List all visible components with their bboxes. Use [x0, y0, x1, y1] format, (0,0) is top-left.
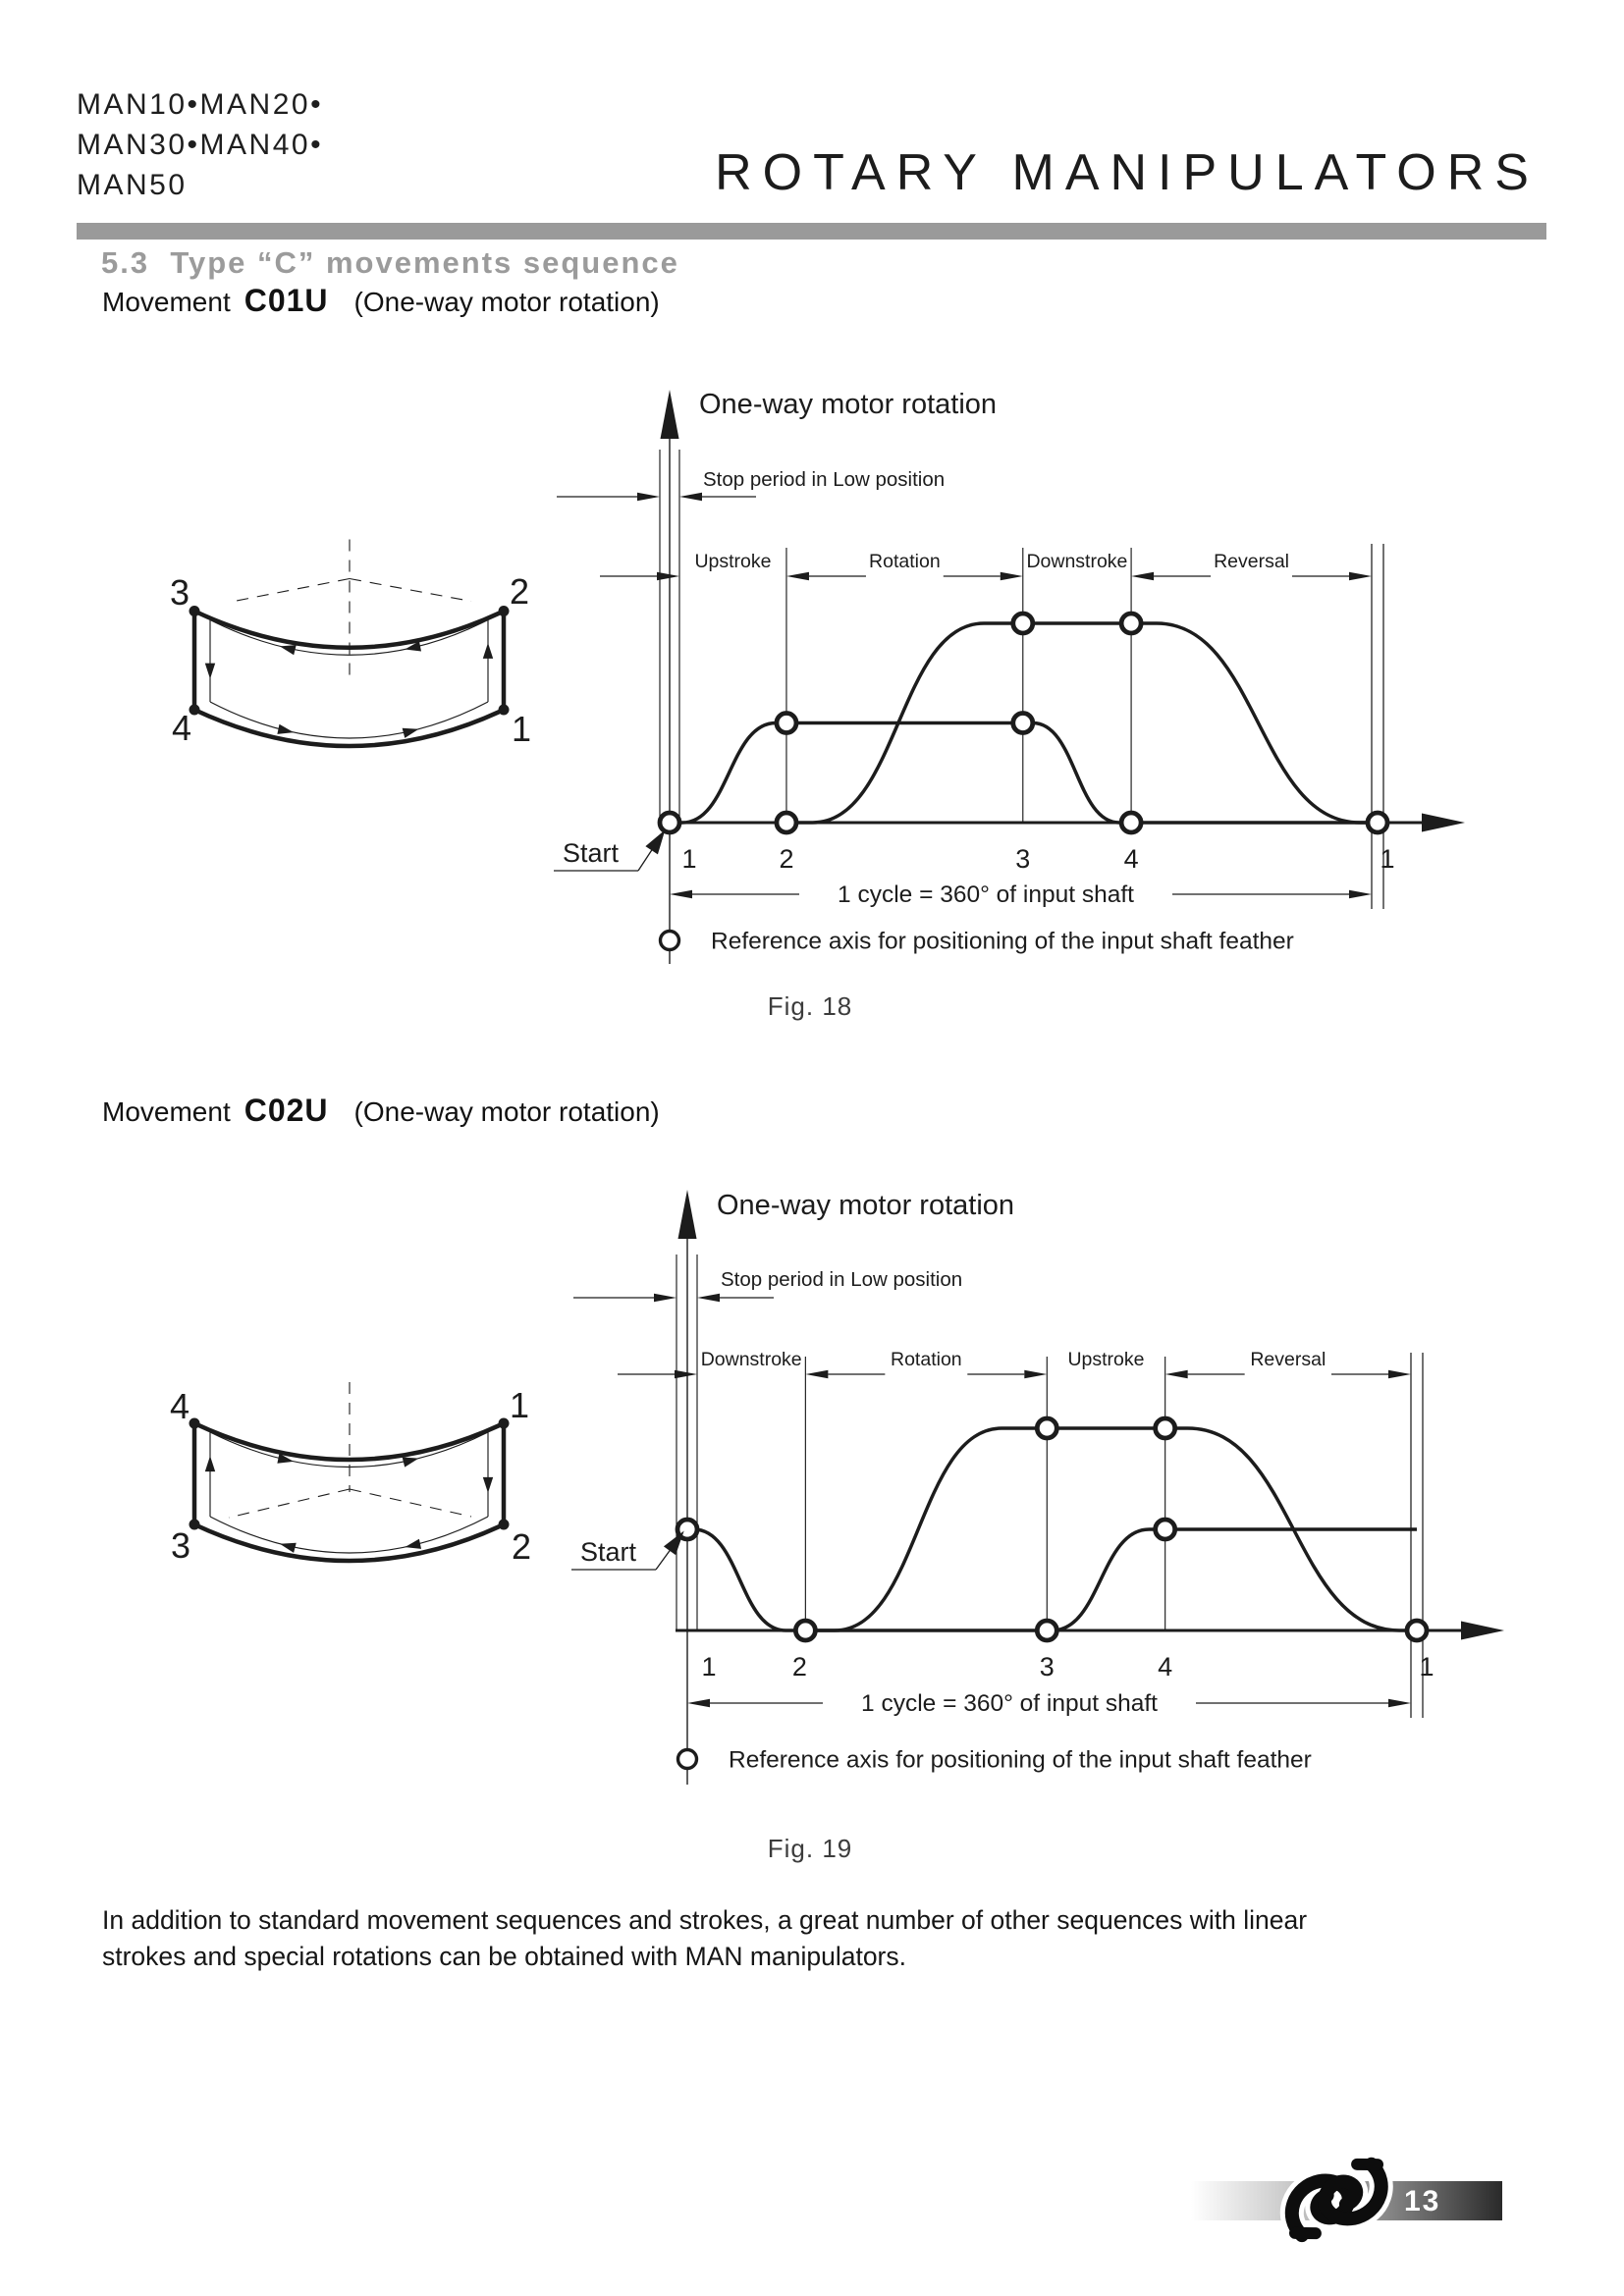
wedge-flow-arrow-icon	[205, 1456, 215, 1471]
movement-code: C01U	[244, 283, 329, 318]
reference-marker	[1037, 1621, 1056, 1640]
phase-dimension-arrow	[805, 1370, 828, 1378]
cycle-dimension-label: 1 cycle = 360° of input shaft	[838, 881, 1134, 908]
legend-text: Reference axis for positioning of the input shaft feather	[729, 1746, 1312, 1774]
wedge-flow-arrow-icon	[277, 724, 294, 734]
x-tick-label: 2	[779, 844, 794, 874]
wedge-axis-line	[350, 1489, 471, 1517]
phase-dimension-arrow	[657, 572, 679, 580]
phase-dimension-arrow	[1388, 1370, 1411, 1378]
start-arrow-icon	[664, 1531, 684, 1556]
cycle-dimension-label: 1 cycle = 360° of input shaft	[861, 1690, 1158, 1717]
cycle-dimension-arrow	[1388, 1699, 1411, 1707]
x-tick-label: 3	[1015, 844, 1031, 874]
wedge-corner-label: 3	[170, 1525, 191, 1566]
phase-label: Downstroke	[1026, 551, 1128, 572]
reference-marker	[1407, 1621, 1427, 1640]
section-heading: 5.3 Type “C” movements sequence	[101, 245, 679, 280]
cycle-dimension-arrow	[1349, 890, 1372, 898]
x-tick-label: 1	[1419, 1652, 1435, 1682]
reference-marker	[1121, 614, 1141, 633]
figure-caption: Fig. 19	[767, 1834, 853, 1863]
brand-model-line: MAN30•MAN40•	[77, 129, 324, 161]
stop-dimension-arrow	[637, 493, 660, 501]
reference-marker	[777, 813, 796, 832]
reference-marker	[1368, 813, 1387, 832]
wedge-flow-arrow-icon	[280, 645, 297, 655]
start-label: Start	[580, 1537, 637, 1567]
wedge-corner-label: 4	[169, 1386, 190, 1426]
phase-label: Rotation	[869, 551, 941, 572]
y-axis-arrow-icon	[678, 1190, 697, 1239]
phase-dimension-arrow	[786, 572, 809, 580]
phase-label: Reversal	[1214, 551, 1290, 572]
wedge-corner-label: 3	[169, 572, 190, 613]
movement-note: (One-way motor rotation)	[353, 287, 660, 317]
phase-label: Rotation	[891, 1349, 962, 1370]
wedge-flow-arrow-icon	[205, 664, 215, 679]
brand-model-line: MAN10•MAN20•	[77, 88, 324, 121]
page-number: 13	[1404, 2185, 1441, 2217]
wedge-flow-arrow-icon	[403, 728, 419, 738]
x-tick-label: 1	[681, 844, 697, 874]
legend-marker-icon	[661, 932, 679, 950]
wedge-corner-dot	[189, 606, 200, 616]
x-tick-label: 1	[701, 1652, 717, 1682]
stop-period-label: Stop period in Low position	[703, 468, 946, 491]
stop-dimension-arrow	[679, 493, 702, 501]
wedge-flow-arrow-icon	[280, 1543, 297, 1553]
phase-dimension-arrow	[675, 1370, 697, 1378]
stop-dimension-arrow	[697, 1294, 720, 1302]
phase-dimension-arrow	[1165, 1370, 1188, 1378]
page-title: ROTARY MANIPULATORS	[715, 144, 1540, 201]
brand-knot-logo-icon	[1272, 2152, 1400, 2246]
wedge-corner-dot	[499, 1418, 510, 1429]
phase-dimension-arrow	[1349, 572, 1372, 580]
wedge-corner-dot	[499, 705, 510, 716]
phase-label: Reversal	[1250, 1349, 1326, 1370]
movement-prefix: Movement	[102, 1096, 231, 1127]
reference-marker	[1156, 1520, 1175, 1539]
cycle-dimension-arrow	[687, 1699, 710, 1707]
reference-marker	[660, 813, 679, 832]
chart-title: One-way motor rotation	[717, 1190, 1015, 1221]
wedge-bottom-edge	[194, 710, 504, 746]
wedge-flow-arrow-icon	[403, 1457, 419, 1467]
phase-label: Downstroke	[700, 1349, 802, 1370]
legend-text: Reference axis for positioning of the input shaft feather	[711, 928, 1294, 955]
phase-label: Upstroke	[694, 551, 772, 572]
wedge-corner-label: 2	[511, 1526, 532, 1567]
wedge-flow-arrow-icon	[483, 1477, 493, 1493]
reference-marker	[777, 714, 796, 733]
wedge-corner-label: 2	[509, 571, 530, 612]
phase-dimension-arrow	[1001, 572, 1023, 580]
x-tick-label: 4	[1158, 1652, 1173, 1682]
movement-note: (One-way motor rotation)	[353, 1096, 660, 1127]
start-label: Start	[563, 838, 620, 868]
chart-title: One-way motor rotation	[699, 389, 998, 420]
phase-dimension-arrow	[1024, 1370, 1047, 1378]
start-arrow-icon	[645, 829, 665, 854]
wedge-corner-dot	[499, 1520, 510, 1530]
reference-marker	[1121, 813, 1141, 832]
wedge-flow-arrow-icon	[405, 1539, 421, 1549]
x-tick-label: 2	[791, 1652, 807, 1682]
wedge-bottom-edge	[194, 1524, 504, 1561]
wedge-corner-dot	[499, 606, 510, 616]
curve-stroke	[670, 723, 1378, 824]
x-tick-label: 3	[1039, 1652, 1055, 1682]
wedge-corner-label: 4	[171, 708, 192, 748]
figure-caption: Fig. 18	[767, 991, 853, 1021]
curve-stroke	[687, 1529, 1417, 1630]
x-tick-label: 1	[1380, 844, 1395, 874]
brand-model-line: MAN50	[77, 169, 188, 201]
legend-marker-icon	[678, 1750, 697, 1769]
reference-marker	[795, 1621, 815, 1640]
wedge-corner-dot	[189, 1520, 200, 1530]
movement-prefix: Movement	[102, 287, 231, 317]
wedge-axis-line	[350, 579, 471, 602]
wedge-axis-line	[229, 1489, 350, 1518]
phase-label: Upstroke	[1067, 1349, 1145, 1370]
reference-marker	[1013, 714, 1033, 733]
y-axis-arrow-icon	[661, 390, 679, 439]
x-tick-label: 4	[1123, 844, 1139, 874]
x-axis-arrow-icon	[1422, 814, 1465, 832]
x-axis-arrow-icon	[1461, 1622, 1504, 1640]
reference-marker	[1013, 614, 1033, 633]
wedge-corner-label: 1	[511, 709, 532, 749]
wedge-corner-dot	[189, 1418, 200, 1429]
wedge-axis-line	[229, 579, 350, 603]
cycle-dimension-arrow	[670, 890, 692, 898]
note-paragraph: In addition to standard movement sequences and strokes, a great number of other sequences with linear strokes and special rotations can be obtained with MAN manipulators.	[102, 1905, 1308, 1971]
stop-period-label: Stop period in Low position	[721, 1268, 963, 1291]
reference-marker	[1037, 1418, 1056, 1438]
wedge-corner-label: 1	[509, 1385, 530, 1425]
reference-marker	[1156, 1418, 1175, 1438]
wedge-flow-arrow-icon	[483, 643, 493, 659]
movement-code: C02U	[244, 1093, 329, 1128]
stop-dimension-arrow	[654, 1294, 677, 1302]
phase-dimension-arrow	[1131, 572, 1154, 580]
